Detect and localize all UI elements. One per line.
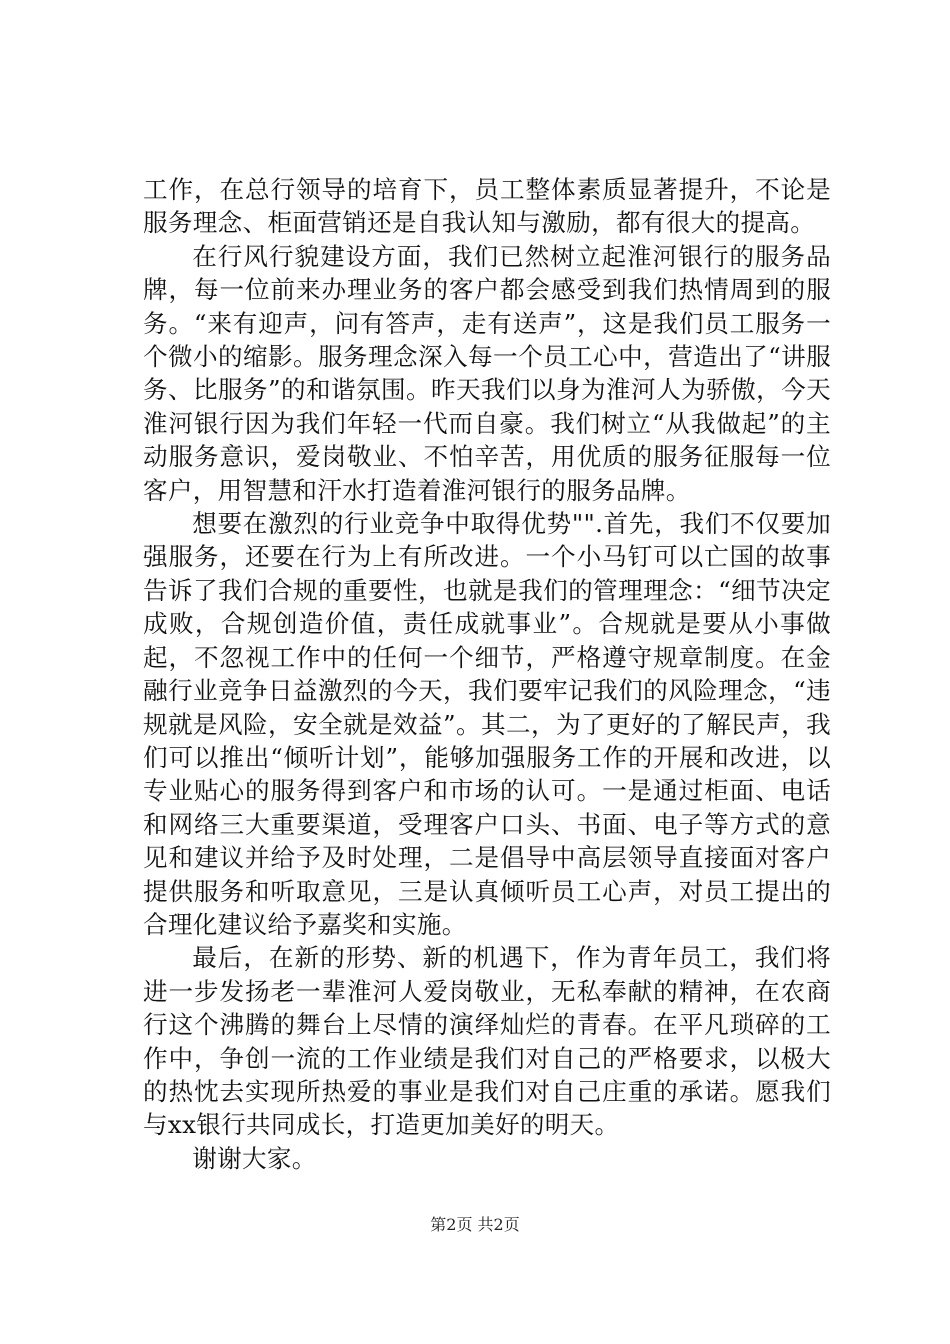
paragraph-compliance: 想要在激烈的行业竞争中取得优势"".首先，我们不仅要加强服务，还要在行为上有所改进。一个小马钉可以亡国的故事告诉了我们合规的重要性，也就是我们的管理理念：“细节决定成败，合规创造价值，责任成就事业”。合规就是要从小事做起，不忽视工作中的任何一个细节，严格遵守规章制度。在金融行业竞争日益激烈的今天，我们要牢记我们的风险理念，“违规就是风险，安全就是效益”。其二，为了更好的了解民声，我们可以推出“倾听计划”，能够加强服务工作的开展和改进，以专业贴心的服务得到客户和市场的认可。一是通过柜面、电话和网络三大重要渠道，受理客户口头、书面、电子等方式的意见和建议并给予及时处理，二是倡导中高层领导直接面对客户提供服务和听取意见，三是认真倾听员工心声，对员工提出的合理化建议给予嘉奖和实施。 — [143, 509, 831, 939]
document-body — [143, 173, 831, 1175]
page-number-footer: 第2页 共2页 — [430, 1215, 520, 1234]
paragraph-service-brand: 在行风行貌建设方面，我们已然树立起淮河银行的服务品牌，每一位前来办理业务的客户都会感受到我们热情周到的服务。“来有迎声，问有答声，走有送声”，这是我们员工服务一个微小的缩影。服务理念深入每一个员工心中，营造出了“讲服务、比服务”的和谐氛围。昨天我们以身为淮河人为骄傲，今天淮河银行因为我们年轻一代而自豪。我们树立“从我做起”的主动服务意识，爱岗敬业、不怕辛苦，用优质的服务征服每一位客户，用智慧和汗水打造着淮河银行的服务品牌。 — [143, 241, 831, 505]
paragraph-conclusion: 最后，在新的形势、新的机遇下，作为青年员工，我们将进一步发扬老一辈淮河人爱岗敬业，无私奉献的精神，在农商行这个沸腾的舞台上尽情的演绎灿烂的青春。在平凡琐碎的工作中，争创一流的工作业绩是我们对自己的严格要求，以极大的热忱去实现所热爱的事业是我们对自己庄重的承诺。愿我们与xx银行共同成长，打造更加美好的明天。 — [143, 943, 831, 1140]
paragraph-thanks: 谢谢大家。 — [192, 1143, 317, 1173]
paragraph-continuation: 工作，在总行领导的培育下，员工整体素质显著提升，不论是服务理念、柜面营销还是自我认知与激励，都有很大的提高。 — [143, 175, 831, 238]
